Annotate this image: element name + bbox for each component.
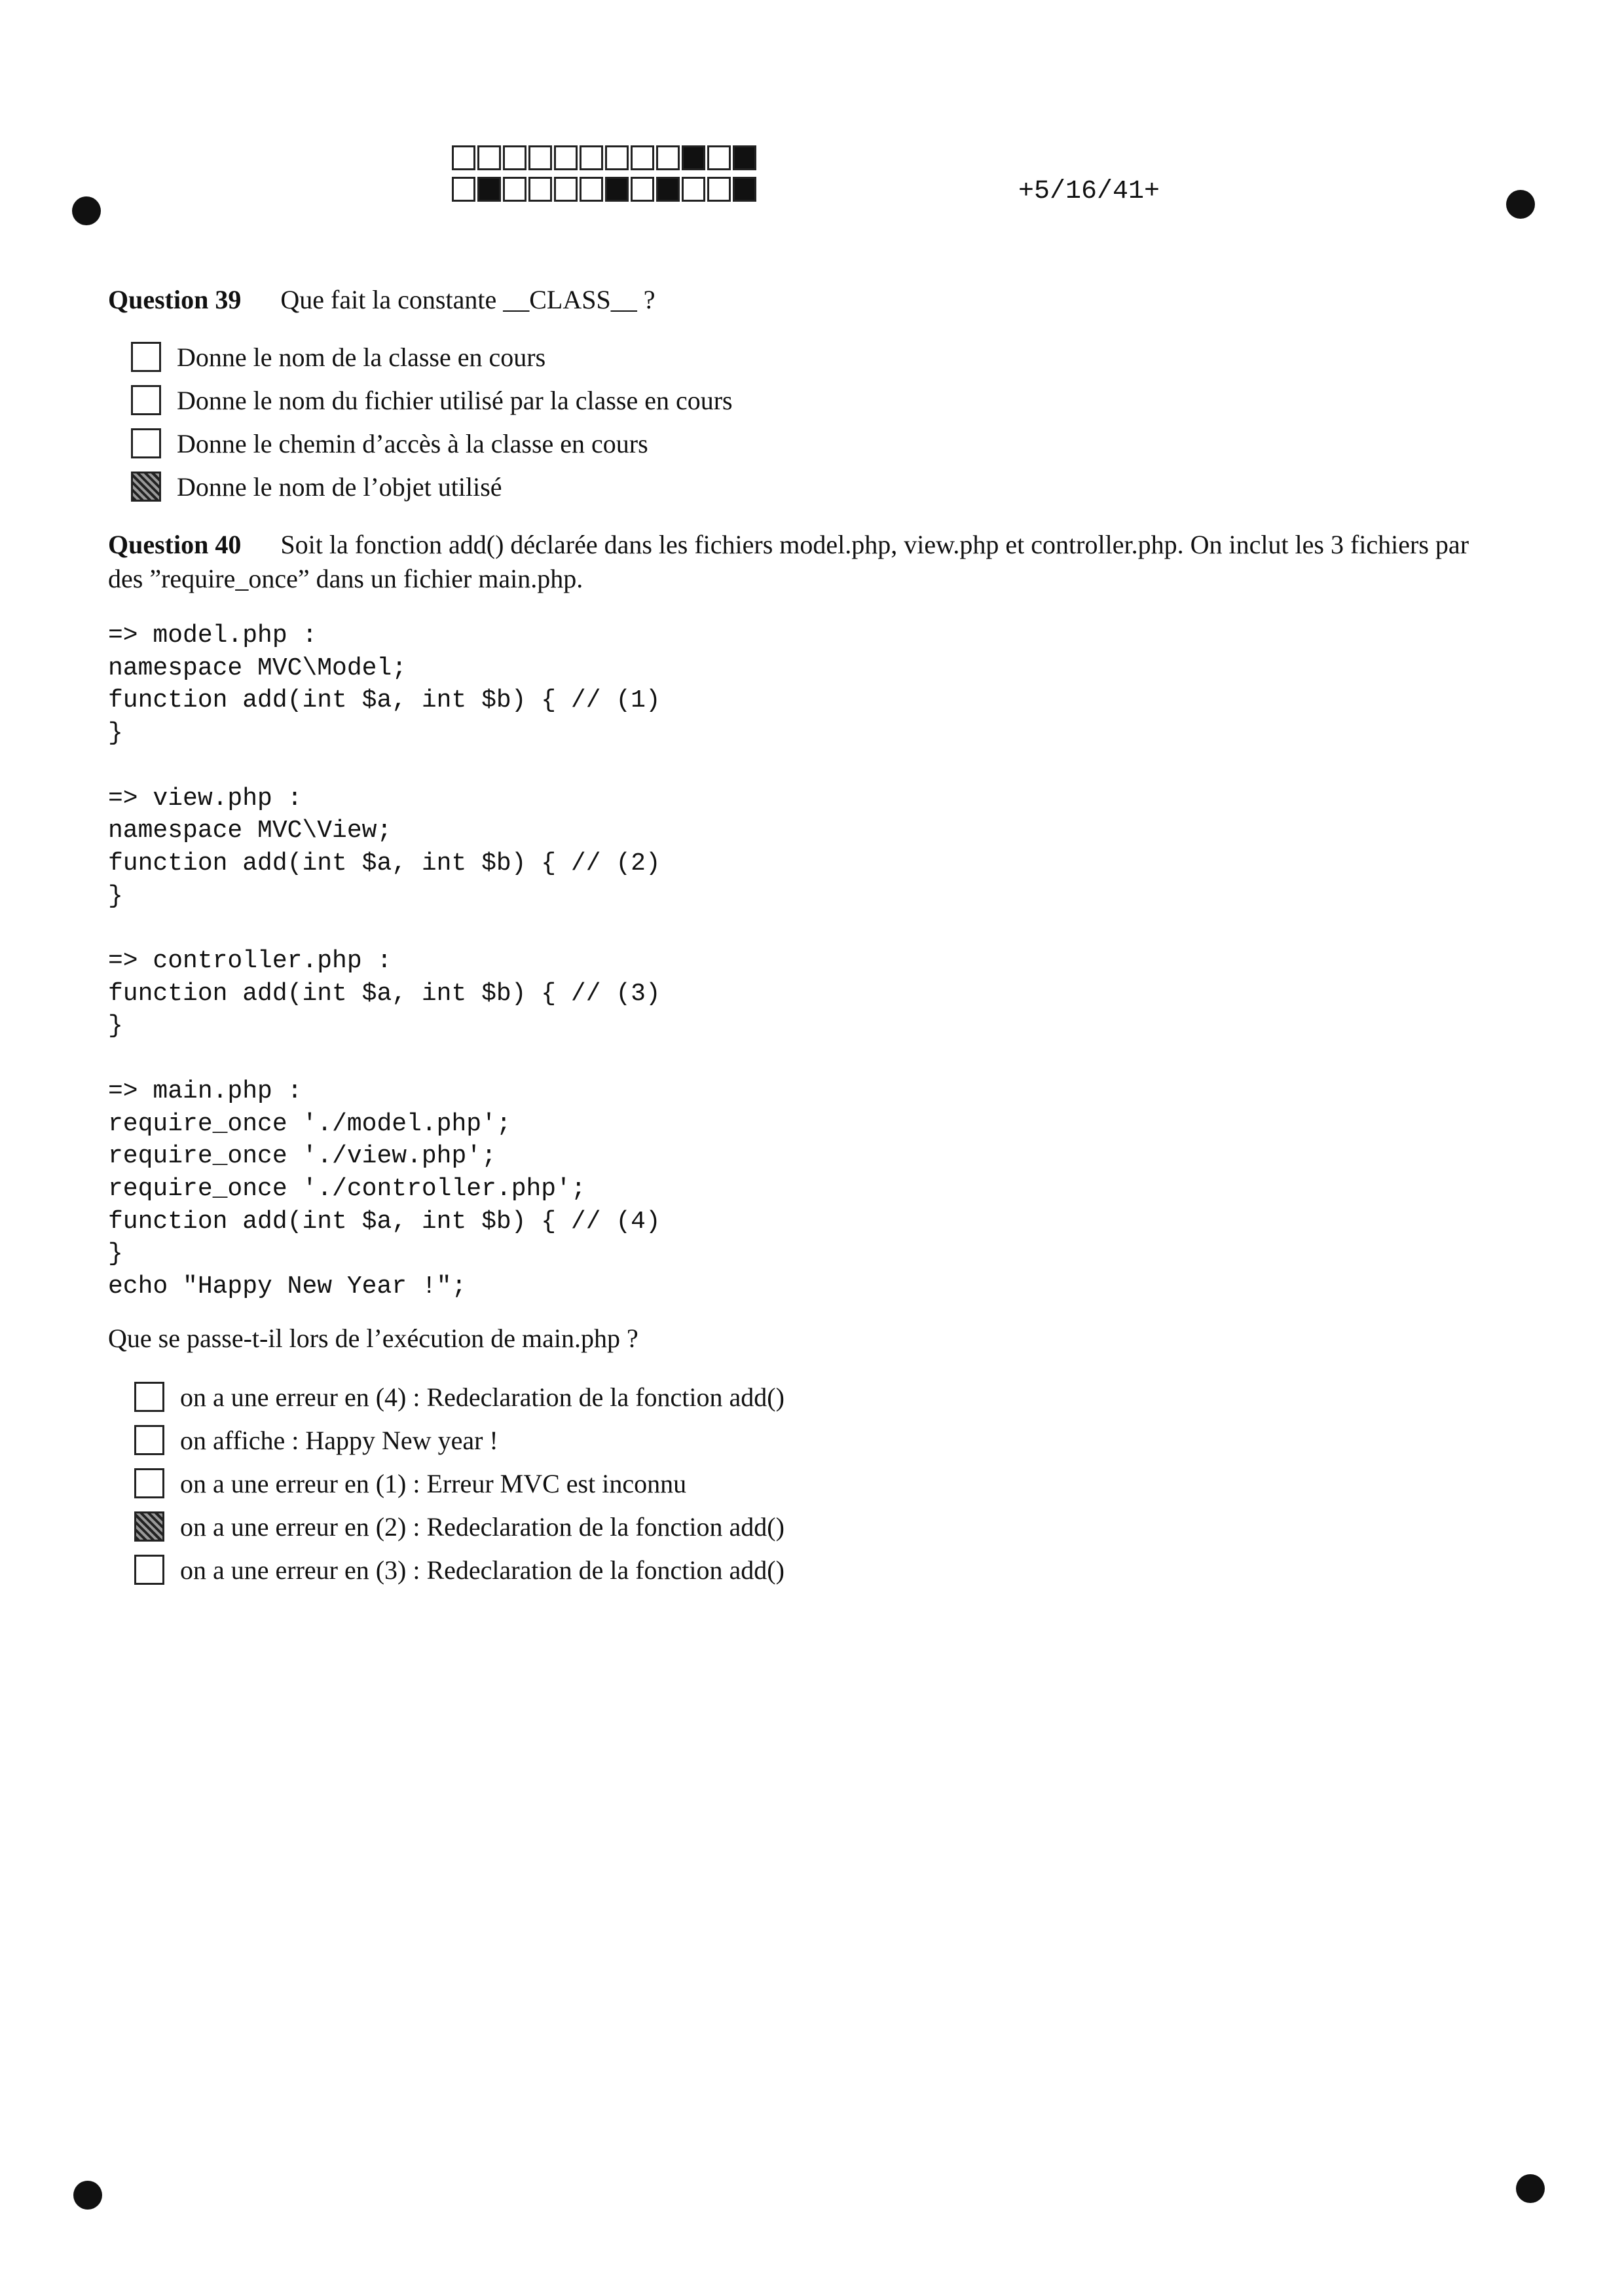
code-line: function add(int $a, int $b) { // (4): [108, 1207, 661, 1236]
answer-checkbox[interactable]: [134, 1382, 164, 1412]
answer-checkbox[interactable]: [134, 1425, 164, 1455]
answer-option[interactable]: [134, 1462, 784, 1505]
answer-label: on a une erreur en (4) : Redeclaration de la fonction add(): [180, 1382, 784, 1412]
code-line: => model.php :: [108, 621, 318, 650]
barcode-row-2: [452, 177, 758, 202]
answer-label: on a une erreur en (3) : Redeclaration de la fonction add(): [180, 1555, 784, 1585]
answer-option[interactable]: [134, 1375, 784, 1418]
barcode-cell: [477, 177, 501, 202]
question-40-prompt: Que se passe-t-il lors de l’exécution de main.php ?: [108, 1324, 638, 1353]
answer-option[interactable]: [131, 422, 733, 465]
code-line: => controller.php :: [108, 947, 392, 976]
answer-option[interactable]: [131, 379, 733, 422]
code-line: namespace MVC\Model;: [108, 654, 407, 682]
answer-checkbox[interactable]: [131, 428, 161, 458]
registration-mark-bottom-right: [1516, 2174, 1545, 2203]
barcode-cell: [707, 177, 731, 202]
barcode-cell: [682, 177, 705, 202]
barcode-cell: [503, 177, 526, 202]
answer-option[interactable]: [134, 1548, 784, 1591]
code-line: }: [108, 881, 123, 910]
answer-label: Donne le nom de l’objet utilisé: [177, 472, 502, 502]
barcode-cell: [682, 145, 705, 170]
barcode-cell: [733, 177, 756, 202]
answer-label: on affiche : Happy New year !: [180, 1425, 498, 1455]
barcode-cell: [605, 145, 629, 170]
barcode-cell: [528, 177, 552, 202]
question-text: Soit la fonction add() déclarée dans les fichiers model.php, view.php et controller.php. On inclut les 3 fichiers par des ”require_once” dans un fichier main.php.: [108, 530, 1469, 593]
answer-checkbox[interactable]: [134, 1511, 164, 1542]
barcode-cell: [631, 145, 654, 170]
code-line: namespace MVC\View;: [108, 817, 392, 845]
answer-label: on a une erreur en (1) : Erreur MVC est inconnu: [180, 1468, 687, 1498]
barcode-cell: [631, 177, 654, 202]
answer-label: Donne le nom du fichier utilisé par la classe en cours: [177, 385, 733, 415]
code-line: function add(int $a, int $b) { // (2): [108, 849, 661, 878]
code-line: }: [108, 1012, 123, 1041]
code-line: require_once './model.php';: [108, 1109, 511, 1138]
barcode-cell: [452, 145, 475, 170]
code-line: function add(int $a, int $b) { // (3): [108, 979, 661, 1008]
question-number: Question 40: [108, 530, 242, 559]
code-line: function add(int $a, int $b) { // (1): [108, 686, 661, 715]
answer-checkbox[interactable]: [131, 385, 161, 415]
barcode-row-1: [452, 145, 758, 170]
answer-option[interactable]: [134, 1418, 784, 1462]
barcode-cell: [656, 177, 680, 202]
barcode-cell: [554, 145, 578, 170]
barcode-cell: [554, 177, 578, 202]
question-40-heading: [108, 528, 1509, 596]
barcode-cell: [477, 145, 501, 170]
code-block: [108, 620, 661, 1303]
question-40-answers: [134, 1375, 784, 1591]
barcode-cell: [580, 177, 603, 202]
answer-checkbox[interactable]: [131, 342, 161, 372]
question-text: Que fait la constante __CLASS__ ?: [280, 285, 655, 314]
code-line: }: [108, 719, 123, 748]
answer-option[interactable]: [131, 465, 733, 508]
registration-mark-top-left: [72, 196, 101, 225]
code-line: [108, 1043, 661, 1075]
barcode-cell: [605, 177, 629, 202]
code-line: require_once './view.php';: [108, 1142, 496, 1171]
page-id: +5/16/41+: [1018, 177, 1160, 206]
code-line: => main.php :: [108, 1077, 303, 1105]
barcode-cell: [452, 177, 475, 202]
code-line: [108, 750, 661, 783]
code-line: [108, 912, 661, 945]
barcode-cell: [528, 145, 552, 170]
answer-checkbox[interactable]: [134, 1555, 164, 1585]
code-line: => view.php :: [108, 784, 303, 813]
barcode-cell: [733, 145, 756, 170]
answer-label: on a une erreur en (2) : Redeclaration de la fonction add(): [180, 1511, 784, 1542]
answer-checkbox[interactable]: [131, 472, 161, 502]
question-39-answers: [131, 335, 733, 508]
answer-option[interactable]: [134, 1505, 784, 1548]
answer-checkbox[interactable]: [134, 1468, 164, 1498]
answer-label: Donne le nom de la classe en cours: [177, 342, 546, 372]
barcode-cell: [503, 145, 526, 170]
question-number: Question 39: [108, 285, 242, 314]
code-line: echo "Happy New Year !";: [108, 1272, 467, 1301]
registration-mark-top-right: [1506, 190, 1535, 219]
barcode-cell: [707, 145, 731, 170]
code-line: }: [108, 1240, 123, 1268]
barcode-cell: [580, 145, 603, 170]
registration-mark-bottom-left: [73, 2181, 102, 2210]
code-line: require_once './controller.php';: [108, 1174, 586, 1203]
answer-label: Donne le chemin d’accès à la classe en cours: [177, 428, 648, 458]
question-39-heading: [108, 283, 1509, 317]
answer-option[interactable]: [131, 335, 733, 379]
barcode-cell: [656, 145, 680, 170]
